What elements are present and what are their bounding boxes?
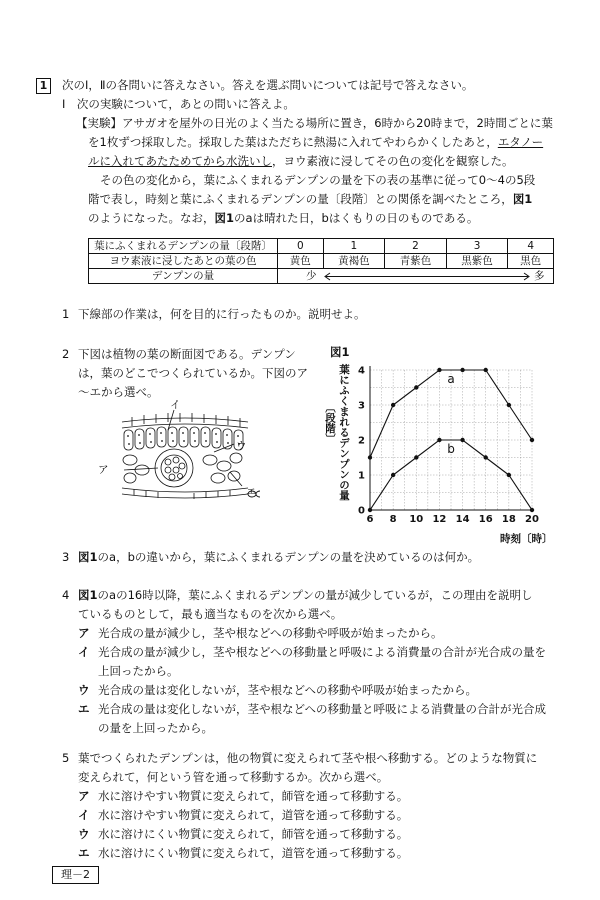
experiment-text-3: ，ヨウ素液に浸してその色の変化を観察した。 <box>272 154 514 168</box>
instruction-text: 次のⅠ，Ⅱの各問いに答えなさい。答えを選ぶ問いについては記号で答えなさい。 <box>62 78 474 92</box>
data-point-b <box>484 455 488 459</box>
question-1-text: 下線部の作業は，何を目的に行ったものか。説明せよ。 <box>78 307 366 321</box>
question-4-line-1 <box>62 586 533 604</box>
few-label: 少 <box>306 270 317 282</box>
palisade-layer <box>124 427 243 450</box>
double-arrow-icon <box>322 272 532 281</box>
data-point-a <box>484 368 488 372</box>
figure-1-chart <box>348 360 548 530</box>
experiment-text-6c: のaは晴れた日，bはくもりの日のものである。 <box>234 211 479 225</box>
option-text: 水に溶けにくい物質に変えられて，師管を通って移動する。 <box>98 827 409 841</box>
experiment-line-4: その色の変化から，葉にふくまれるデンプンの量を下の表の基準に従って0～4の5段 <box>100 173 536 187</box>
table-row-header: 葉にふくまれるデンプンの量〔段階〕 <box>89 239 278 254</box>
option-mark: エ <box>78 702 90 716</box>
option-text: 水に溶けやすい物質に変えられて，師管を通って移動する。 <box>98 789 409 803</box>
question-1-number: 1 <box>62 307 70 321</box>
option-mark: ウ <box>78 827 90 841</box>
diagram-label-i: イ <box>170 399 181 411</box>
amount-scale-cell <box>278 269 554 284</box>
question-2-line-3: ～エから選べ。 <box>78 385 159 399</box>
data-point-b <box>437 438 441 442</box>
question-3-number: 3 <box>62 550 70 564</box>
figure-1-xlabel: 時刻〔時〕 <box>500 533 553 545</box>
data-point-b <box>460 438 464 442</box>
figure-1-ylabel: 葉にふくまれるデンプンの量 <box>338 364 350 501</box>
table-row <box>89 239 554 254</box>
data-point-a <box>507 403 511 407</box>
data-point-b <box>530 508 534 512</box>
y-tick-label: 1 <box>358 470 365 482</box>
many-label: 多 <box>534 270 545 282</box>
option-q4-e <box>78 700 546 718</box>
data-point-a <box>460 368 464 372</box>
underlined-text-1: エタノー <box>497 135 544 149</box>
question-2-text-1: 下図は植物の葉の断面図である。デンプン <box>78 347 296 361</box>
option-q4-i <box>78 643 546 661</box>
question-2-number: 2 <box>62 347 70 361</box>
experiment-line-6 <box>88 209 478 227</box>
data-point-b <box>414 455 418 459</box>
option-q4-i-cont: 上回ったから。 <box>98 664 179 678</box>
upper-epidermis <box>122 413 248 428</box>
diagram-label-u: ウ <box>236 440 247 452</box>
question-5-number: 5 <box>62 751 70 765</box>
option-mark: ウ <box>78 683 90 697</box>
figure-ref: 図1 <box>78 550 98 564</box>
section-1-heading: Ⅰ 次の実験について，あとの問いに答えよ。 <box>62 97 295 111</box>
option-q4-u <box>78 681 477 699</box>
table-row-header: ヨウ素液に浸したあとの葉の色 <box>89 254 278 269</box>
experiment-line-5 <box>88 190 532 208</box>
experiment-tag: 【実験】 <box>76 116 122 130</box>
data-point-b <box>391 473 395 477</box>
x-tick-label: 12 <box>432 514 447 525</box>
level-cell: 1 <box>323 239 385 254</box>
lower-epidermis <box>122 488 248 499</box>
starch-criteria-table <box>88 238 554 284</box>
question-2-line-2: は，葉のどこでつくられているか。下図のア <box>78 366 308 380</box>
series-label-a: a <box>447 372 455 386</box>
color-cell: 黄褐色 <box>323 254 385 269</box>
option-q4-a <box>78 624 443 642</box>
option-q5-e <box>78 844 408 862</box>
color-cell: 黒紫色 <box>446 254 508 269</box>
level-cell: 4 <box>508 239 554 254</box>
page-number: 理－2 <box>52 866 99 884</box>
color-cell: 黄色 <box>278 254 324 269</box>
experiment-text-2: を1枚ずつ採取した。採取した葉はただちに熱湯に入れてやわらかくしたあと， <box>88 135 498 149</box>
x-tick-label: 20 <box>525 514 539 525</box>
question-4-line-2: ているものとして，最も適当なものを次から選べ。 <box>78 607 343 621</box>
level-cell: 3 <box>446 239 508 254</box>
question-1 <box>62 305 366 323</box>
y-tick-label: 4 <box>358 365 365 377</box>
level-cell: 0 <box>278 239 324 254</box>
experiment-line-3 <box>88 152 514 170</box>
figure-1-ylabel-unit: 〔段階〕 <box>324 402 336 444</box>
experiment-text-6a: のようになった。なお， <box>88 211 215 225</box>
x-tick-label: 16 <box>478 514 493 525</box>
level-cell: 2 <box>385 239 447 254</box>
option-mark: イ <box>78 645 90 659</box>
vascular-bundle <box>155 449 193 487</box>
option-text: 光合成の量は変化しないが，茎や根などへの移動量と呼吸による消費量の合計が光合成 <box>98 702 547 716</box>
question-3 <box>62 548 479 566</box>
y-tick-label: 2 <box>358 435 365 447</box>
y-tick-label: 0 <box>358 505 365 517</box>
x-tick-label: 10 <box>409 514 424 525</box>
y-tick-label: 3 <box>358 400 365 412</box>
figure-ref: 図1 <box>512 192 533 206</box>
figure-1-title: 図1 <box>330 345 350 359</box>
option-q5-i <box>78 806 408 824</box>
option-mark: ア <box>78 626 90 640</box>
experiment-line-2 <box>88 133 543 151</box>
option-q5-u <box>78 825 408 843</box>
question-5-text-1: 葉でつくられたデンプンは，他の物質に変えられて茎や根へ移動する。どのような物質に <box>78 751 538 765</box>
underlined-text-2: ルに入れてあたためてから水洗いし <box>88 154 272 168</box>
question-4-text-1: のaの16時以降，葉にふくまれるデンプンの量が減少しているが，この理由を説明し <box>97 588 533 602</box>
data-point-b <box>368 508 372 512</box>
x-tick-label: 6 <box>366 514 374 525</box>
diagram-label-a: ア <box>98 464 109 476</box>
table-row-header: デンプンの量 <box>89 269 278 284</box>
x-tick-label: 14 <box>455 514 470 525</box>
table-row <box>89 269 554 284</box>
table-row <box>89 254 554 269</box>
experiment-text-1: アサガオを屋外の日光のよく当たる場所に置き，6時から20時まで，2時間ごとに葉 <box>122 116 553 130</box>
option-q4-e-cont: の量を上回ったから。 <box>98 721 213 735</box>
figure-ref: 図1 <box>214 211 235 225</box>
option-mark: ア <box>78 789 90 803</box>
experiment-text-5: 階で表し，時刻と葉にふくまれるデンプンの量〔段階〕との関係を調べたところ， <box>88 192 513 206</box>
question-2-line-1 <box>62 345 296 363</box>
x-tick-label: 8 <box>389 514 397 525</box>
option-text: 光合成の量が減少し，茎や根などへの移動や呼吸が始まったから。 <box>98 626 443 640</box>
option-mark: イ <box>78 808 90 822</box>
spongy-layer <box>123 453 242 483</box>
data-point-a <box>437 368 441 372</box>
figure-ref: 図1 <box>78 588 98 602</box>
option-text: 光合成の量は変化しないが，茎や根などへの移動や呼吸が始まったから。 <box>98 683 478 697</box>
x-tick-label: 18 <box>501 514 516 525</box>
experiment-line-1 <box>76 114 553 132</box>
data-point-a <box>530 438 534 442</box>
option-q5-a <box>78 787 408 805</box>
question-3-text: のa，bの違いから，葉にふくまれるデンプンの量を決めているのは何か。 <box>97 550 480 564</box>
question-5-line-1 <box>62 749 537 767</box>
option-mark: エ <box>78 846 90 860</box>
data-point-a <box>391 403 395 407</box>
question-4-number: 4 <box>62 588 70 602</box>
color-cell: 黒色 <box>508 254 554 269</box>
series-label-b: b <box>447 442 455 456</box>
question-number-box: 1 <box>36 78 51 94</box>
data-point-a <box>414 385 418 389</box>
data-point-b <box>507 473 511 477</box>
data-point-a <box>368 455 372 459</box>
option-text: 光合成の量が減少し，茎や根などへの移動量と呼吸による消費量の合計が光合成の量を <box>98 645 547 659</box>
option-text: 水に溶けにくい物質に変えられて，道管を通って移動する。 <box>98 846 409 860</box>
diagram-label-e: エ <box>246 486 257 498</box>
color-cell: 青紫色 <box>385 254 447 269</box>
option-text: 水に溶けやすい物質に変えられて，道管を通って移動する。 <box>98 808 409 822</box>
question-5-line-2: 変えられて，何という管を通って移動するか。次から選べ。 <box>78 770 389 784</box>
